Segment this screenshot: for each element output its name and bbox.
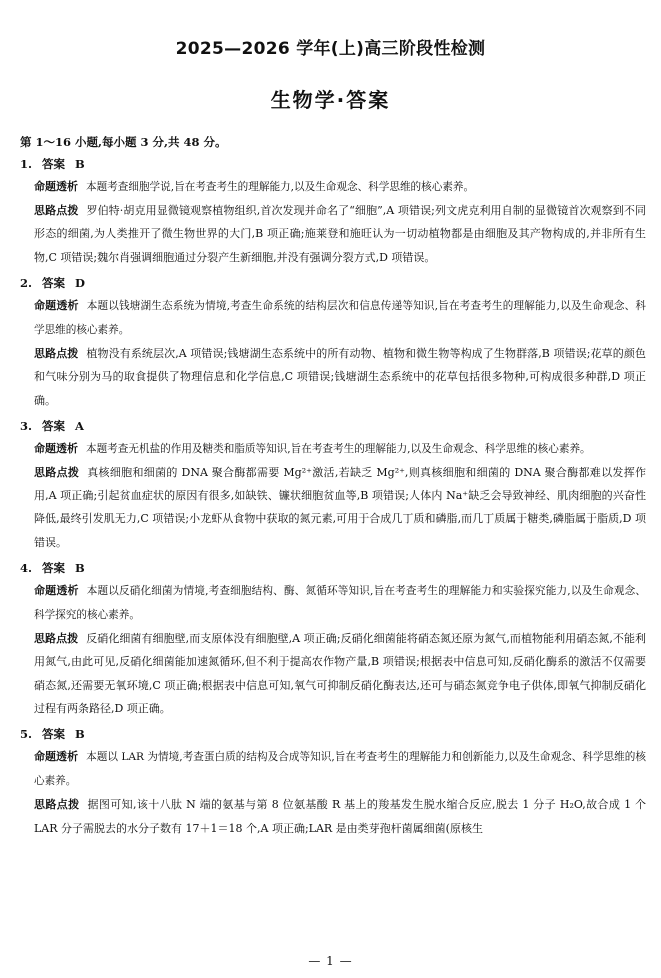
silu-text: 罗伯特·胡克用显微镜观察植物组织,首次发现并命名了“细胞”,A 项错误;列文虎克利用自制的显微镜首次观察到不同形态的细菌,为人类推开了微生物世界的大门,B 项正确;施莱登和施旺认为一切动植物都是由细胞及其产物构成的,并非所有生物,C 项错误;魏尔肖强调细胞通过分裂产生新细胞,并没有强调分裂方式,D 项错误。 [34, 204, 646, 264]
answer-line [20, 723, 646, 745]
answer-label: 答案 [42, 727, 65, 742]
question-number: 5. [20, 727, 33, 742]
silu-label: 思路点拨 [34, 798, 80, 812]
mingti-paragraph [20, 579, 646, 627]
mingti-text: 本题以钱塘湖生态系统为情境,考查生命系统的结构层次和信息传递等知识,旨在考查考生的理解能力,以及生命观念、科学思维的核心素养。 [34, 299, 647, 337]
page-subtitle: 生物学·答案 [270, 88, 391, 112]
mingti-label: 命题透析 [34, 180, 78, 193]
question-1 [20, 153, 646, 269]
page-number: — 1 — [308, 954, 353, 968]
answer-line [20, 557, 646, 579]
silu-paragraph [20, 199, 646, 269]
question-number: 2. [20, 275, 33, 290]
silu-text: 真核细胞和细菌的 DNA 聚合酶都需要 Mg²⁺激活,若缺乏 Mg²⁺,则真核细胞和细菌的 DNA 聚合酶都难以发挥作用,A 项正确;引起贫血症状的原因有很多,如缺铁、镰状细胞贫血等,B 项错误;人体内 Na⁺缺乏会导致神经、肌肉细胞的兴奋性降低,最终引发肌无力,C 项错误;小龙虾从食物中获取的氮元素,可用于合成几丁质和磷脂,而几丁质属于糖类,磷脂属于脂质,D 项错误。 [34, 466, 646, 549]
question-number: 4. [20, 560, 33, 575]
answer-value: B [75, 560, 85, 575]
answer-line [20, 153, 646, 175]
answer-label: 答案 [42, 157, 65, 171]
question-2 [20, 272, 646, 412]
answer-line [20, 272, 646, 294]
answer-value: B [75, 727, 85, 742]
answers-content [20, 133, 646, 843]
mingti-text: 本题以反硝化细菌为情境,考查细胞结构、酶、氮循环等知识,旨在考查考生的理解能力和实验探究能力,以及生命观念、科学探究的核心素养。 [34, 584, 647, 622]
mingti-paragraph [20, 294, 646, 342]
question-5 [20, 723, 646, 840]
mingti-text: 本题以 LAR 为情境,考查蛋白质的结构及合成等知识,旨在考查考生的理解能力和创新能力,以及生命观念、科学思维的核心素养。 [34, 751, 647, 788]
silu-paragraph [20, 342, 646, 412]
mingti-label: 命题透析 [34, 750, 79, 764]
mingti-paragraph [20, 437, 646, 461]
silu-text: 植物没有系统层次,A 项错误;钱塘湖生态系统中的所有动物、植物和微生物等构成了生物群落,B 项错误;花草的颜色和气味分别为马的取食提供了物理信息和化学信息,C 项错误;钱塘湖生态系统中的花草包括很多物种,可构成很多种群,D 项正确。 [34, 347, 646, 407]
silu-label: 思路点拨 [34, 347, 79, 361]
mingti-label: 命题透析 [34, 441, 78, 455]
silu-paragraph [20, 793, 646, 839]
silu-text: 反硝化细菌有细胞壁,而支原体没有细胞壁,A 项正确;反硝化细菌能将硝态氮还原为氮气,而植物能利用硝态氮,不能利用氮气,由此可见,反硝化细菌能加速氮循环,但不利于提高农作物产量,B 项错误;根据表中信息可知,反硝化酶系的激活不仅需要硝态氮,还需要无氧环境,C 项正确;根据表中信息可知,氧气可抑制反硝化酶表达,还可与硝态氮竞争电子供体,即氧气抑制反硝化过程有两条路径,D 项正确。 [34, 632, 647, 715]
mingti-label: 命题透析 [34, 583, 79, 597]
answer-label: 答案 [42, 560, 65, 575]
question-number: 1. [20, 157, 33, 171]
section-intro: 第 1～16 小题,每小题 3 分,共 48 分。 [20, 135, 227, 149]
mingti-paragraph [20, 745, 646, 793]
page-title: 2025—2026 学年(上)高三阶段性检测 [175, 39, 486, 59]
silu-paragraph [20, 461, 646, 554]
question-3 [20, 415, 646, 554]
answer-value: D [75, 275, 85, 290]
mingti-text: 本题考查细胞学说,旨在考查考生的理解能力,以及生命观念、科学思维的核心素养。 [86, 181, 475, 193]
silu-label: 思路点拨 [34, 466, 80, 480]
answer-value: A [75, 418, 84, 433]
answer-label: 答案 [42, 275, 65, 290]
mingti-label: 命题透析 [34, 298, 79, 312]
silu-paragraph [20, 627, 646, 720]
mingti-text: 本题考查无机盐的作用及糖类和脂质等知识,旨在考查考生的理解能力,以及生命观念、科学思维的核心素养。 [86, 442, 591, 455]
answer-label: 答案 [42, 418, 65, 433]
mingti-paragraph [20, 175, 646, 199]
answer-value: B [75, 157, 85, 171]
silu-text: 据图可知,该十八肽 N 端的氨基与第 8 位氨基酸 R 基上的羧基发生脱水缩合反应,脱去 1 分子 H₂O,故合成 1 个 LAR 分子需脱去的水分子数有 17＋1＝18 个,A 项正确;LAR 是由类芽孢杆菌属细菌(原核生 [34, 798, 646, 835]
answer-line [20, 415, 646, 437]
silu-label: 思路点拨 [34, 204, 79, 218]
question-number: 3. [20, 418, 33, 433]
silu-label: 思路点拨 [34, 632, 79, 646]
question-4 [20, 557, 646, 720]
